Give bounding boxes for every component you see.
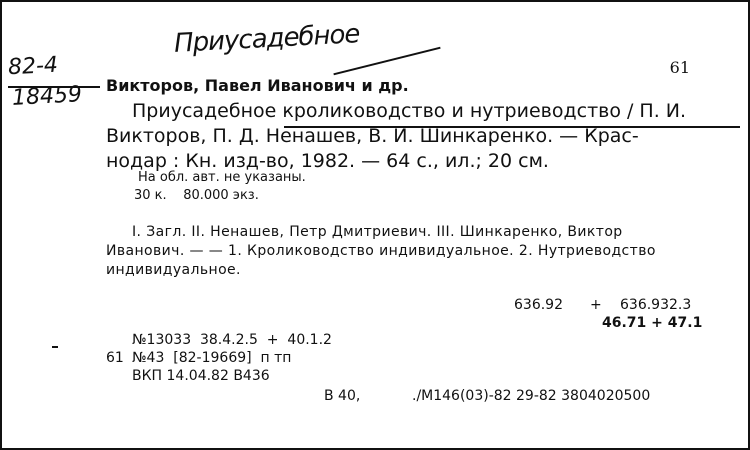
- record-line-2: №43 [82-19669] п тп: [132, 350, 292, 366]
- tracing-line-3: индивидуальное.: [106, 262, 241, 278]
- page-number: 61: [669, 58, 690, 77]
- handwritten-title-word: Приусадебное: [173, 19, 361, 59]
- tracing-line-2: Иванович. — — 1. Кролиководство индивидуальное. 2. Нутриеводство: [106, 243, 656, 259]
- udc-secondary: 636.932.3: [620, 297, 692, 313]
- record-line-2-prefix: 61: [106, 350, 124, 366]
- title-line-3: нодар : Кн. изд-во, 1982. — 64 с., ил.; 20 см.: [106, 150, 549, 172]
- stray-mark: [52, 346, 58, 348]
- price-print-run: 30 к. 80.000 экз.: [134, 188, 259, 203]
- title-line-1: Приусадебное кролиководство и нутриеводство / П. И.: [132, 100, 687, 122]
- title-line-2: Викторов, П. Д. Ненашев, В. И. Шинкаренко. — Крас-: [106, 125, 639, 147]
- record-code-left: В 40,: [324, 388, 361, 404]
- cover-note: На обл. авт. не указаны.: [138, 170, 306, 185]
- record-line-1: №13033 38.4.2.5 + 40.1.2: [132, 332, 332, 348]
- pen-underline-title: [333, 47, 440, 76]
- record-code-right: ./М146(03)-82 29-82 3804020500: [412, 388, 651, 404]
- handwritten-accession: 18459: [11, 82, 83, 111]
- author-heading: Викторов, Павел Иванович и др.: [106, 76, 409, 95]
- tracing-line-1: I. Загл. II. Ненашев, Петр Дмитриевич. III. Шинкаренко, Виктор: [132, 224, 623, 240]
- record-line-3: ВКП 14.04.82 В436: [132, 368, 270, 384]
- udc-main: 636.92: [514, 297, 563, 313]
- handwritten-shelf-mark: 82-4: [7, 52, 59, 81]
- bbk-index: 46.71 + 47.1: [602, 315, 703, 331]
- udc-plus: +: [590, 297, 602, 313]
